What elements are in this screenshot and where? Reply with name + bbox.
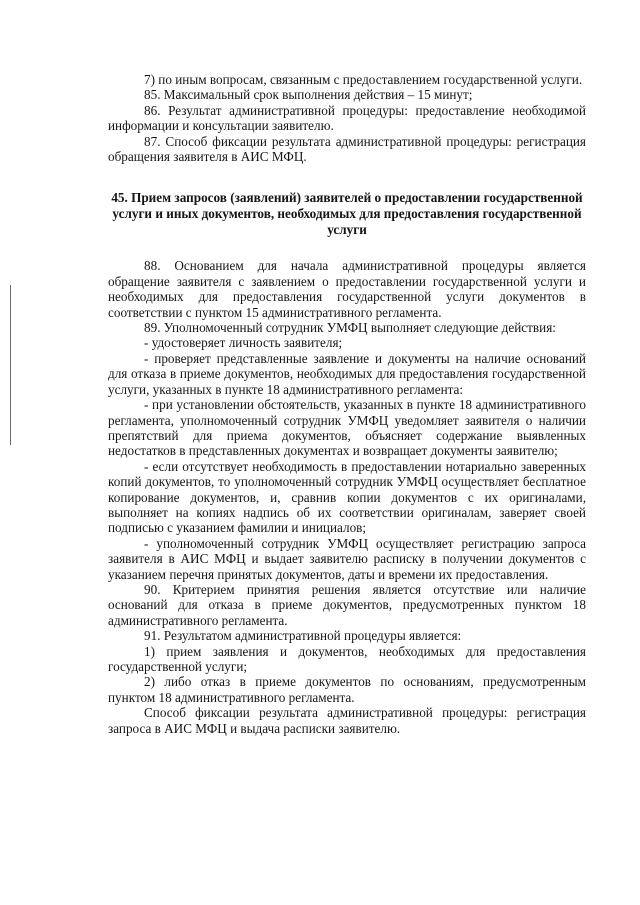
paragraph-86: 86. Результат административной процедуры: предоставление необходимой информации и консультации заявителю.	[108, 102, 586, 134]
paragraph-88: 88. Основанием для начала административной процедуры является обращение заявителя с заявлением о предоставлении государственной услуги и необходимых для предоставления государственной услуги документов в соответствии с пунктом 15 административного регламента.	[108, 258, 586, 320]
paragraph-item-7: 7) по иным вопросам, связанным с предоставлением государственной услуги.	[144, 72, 583, 87]
paragraph-90: 90. Критерием принятия решения является отсутствие или наличие оснований для отказа в приеме документов, предусмотренных пунктом 18 административного регламента.	[108, 581, 586, 628]
paragraph-89: 89. Уполномоченный сотрудник УМФЦ выполняет следующие действия:	[144, 320, 556, 336]
result-item-2: 2) либо отказ в приеме документов по основаниям, предусмотренным пунктом 18 административного регламента.	[108, 674, 586, 705]
spacer	[108, 238, 586, 258]
section-heading: 45. Прием запросов (заявлений) заявителей о предоставлении государственной услуги и иных документов, необходимых для предоставления государственной услуги	[111, 190, 583, 238]
document-page	[108, 72, 586, 736]
list-item-check-documents: - проверяет представленные заявление и документы на наличие оснований для отказа в приеме документов, необходимых для предоставления государственной услуги, указанных в пункте 18 административного регламента:	[108, 350, 586, 397]
spacer	[108, 164, 586, 190]
list-item-notify-applicant: - при установлении обстоятельств, указанных в пункте 18 административного регламента, уполномоченный сотрудник УМФЦ уведомляет заявителя о наличии препятствий для приема документов, объясняет содержание выявленных недостатков в представленных документах и возвращает документы заявителю;	[108, 397, 586, 459]
margin-binding-line	[10, 285, 11, 445]
paragraph-87: 87. Способ фиксации результата административной процедуры: регистрация обращения заявителя в АИС МФЦ.	[108, 133, 586, 165]
paragraph-91: 91. Результатом административной процедуры является:	[144, 628, 462, 644]
paragraph-fixation-method: Способ фиксации результата административной процедуры: регистрация запроса в АИС МФЦ и выдача расписки заявителю.	[108, 705, 586, 736]
paragraph-85: 85. Максимальный срок выполнения действия – 15 минут;	[144, 87, 473, 103]
list-item-register-request: - уполномоченный сотрудник УМФЦ осуществляет регистрацию запроса заявителя в АИС МФЦ и выдает заявителю расписку в получении документов с указанием перечня принятых документов, даты и времени их предоставления.	[108, 535, 586, 582]
list-item-identity: - удостоверяет личность заявителя;	[144, 335, 343, 351]
list-item-copy-documents: - если отсутствует необходимость в предоставлении нотариально заверенных копий документов, то уполномоченный сотрудник УМФЦ осуществляет бесплатное копирование документов, и, сравнив копии документов с их оригиналами, выполняет на копиях надпись об их соответствии оригиналам, заверяет своей подписью с указанием фамилии и инициалов;	[108, 458, 586, 536]
result-item-1: 1) прием заявления и документов, необходимых для предоставления государственной услуги;	[108, 643, 586, 674]
